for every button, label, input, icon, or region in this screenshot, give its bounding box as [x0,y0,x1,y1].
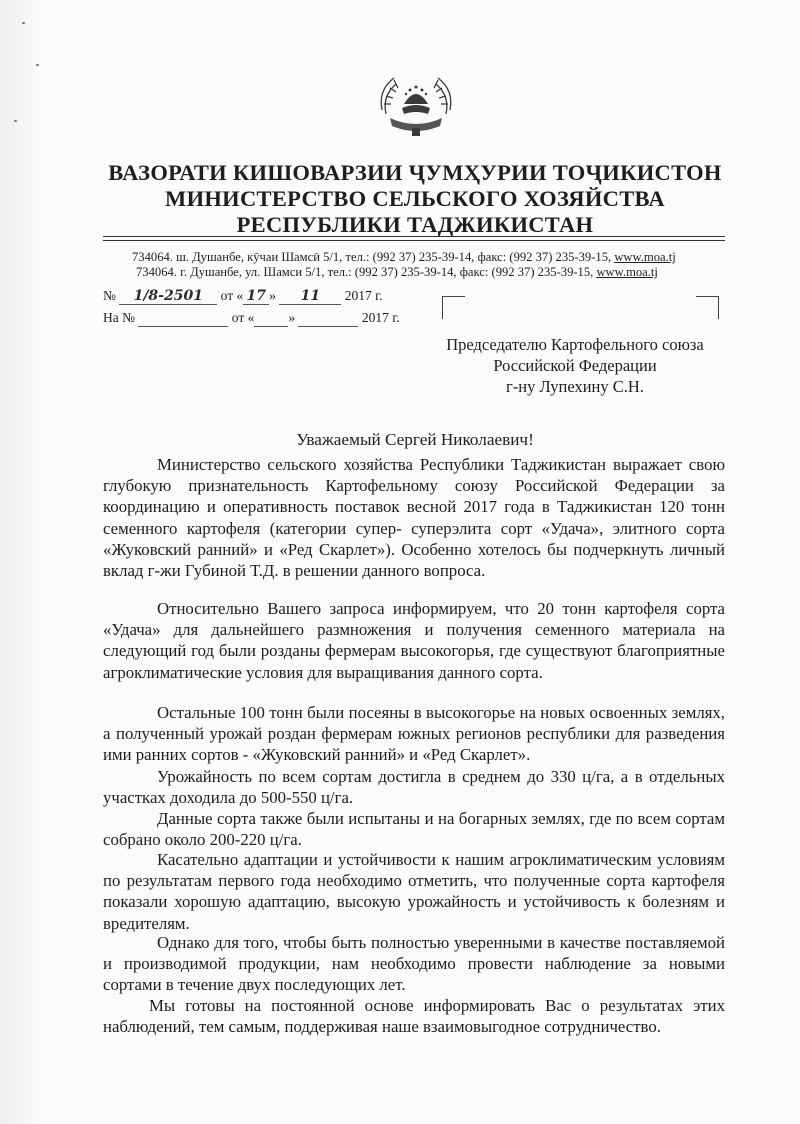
recipient-line: г-ну Лупехину С.Н. [506,377,644,396]
address-corner-mark [442,296,465,319]
ministry-title-tajik: ВАЗОРАТИ КИШОВАРЗИИ ҶУМҲУРИИ ТОҶИКИСТОН [108,160,722,185]
scan-speck [36,64,39,66]
address-text: 734064. ш. Душанбе, кӯчаи Шамсӣ 5/1, тел.: (992 37) 235-39-14, факс: (992 37) 235-39-15, [132,250,615,264]
website-link[interactable]: www.moa.tj [614,250,676,264]
handwritten-month: 11 [279,288,341,305]
body-paragraph: Относительно Вашего запроса информируем, что 20 тонн картофеля сорта «Удача» для дальнейшего размножения и получения семенного материала на следующий год были розданы фермерам высокогорья, где существуют благоприятные агроклиматические условия для выращивания данного сорта. [103,599,725,682]
address-text: 734064. г. Душанбе, ул. Шамси 5/1, тел.: (992 37) 235-39-14, факс: (992 37) 235-39-15, [136,265,597,279]
ministry-title-russian: МИНИСТЕРСТВО СЕЛЬСКОГО ХОЗЯЙСТВА [165,186,665,211]
body-paragraph: Урожайность по всем сортам достигла в среднем до 330 ц/га, а в отдельных участках доходила до 500-550 ц/га. [103,767,725,808]
reply-day-blank [254,310,288,327]
outgoing-number: № 1/8-2501 от « 17 » 11 2017 г. [103,288,383,304]
greeting: Уважаемый Сергей Николаевич! [296,430,534,449]
body-paragraph: Мы готовы на постоянной основе информировать Вас о результатах этих наблюдений, тем самым, поддерживая наше взаимовыгодное сотрудничество. [103,996,725,1037]
reply-year: 2017 г. [361,310,400,325]
address-tajik [132,250,676,265]
date-label: от « [220,288,244,303]
scan-shadow [0,0,40,1124]
reply-date-label: от « [231,310,255,325]
handwritten-number: 1/8-2501 [119,288,217,305]
header-rule [103,236,725,237]
letter-year: 2017 г. [344,288,383,303]
body-paragraph: Министерство сельского хозяйства Республики Таджикистан выражает свою глубокую признательность Картофельному союзу Российской Федерации за координацию и оперативность поставок весной 2017 года в Таджикистан 120 тонн семенного картофеля (категории супер- суперэлита сорт «Удача», элитного сорта «Жуковский ранний» и «Ред Скарлет»). Особенно хотелось бы подчеркнуть личный вклад г-жи Губиной Т.Д. в решении данного вопроса. [103,455,725,581]
recipient-line: Российской Федерации [493,356,657,375]
number-label: № [103,288,116,303]
handwritten-day: 17 [243,288,269,305]
body-paragraph: Касательно адаптации и устойчивости к нашим агроклиматическим условиям по результатам первого года необходимо отметить, что полученные сорта картофеля показали хорошую адаптацию, высокую урожайность и устойчивость к болезням и вредителям. [103,850,725,933]
recipient-block [395,334,755,397]
recipient-line: Председателю Картофельного союза [446,335,704,354]
body-paragraph: Однако для того, чтобы быть полностью уверенными в качестве поставляемой и производимой продукции, нам необходимо провести наблюдение за новыми сортами в течение двух последующих лет. [103,933,725,995]
website-link[interactable]: www.moa.tj [596,265,658,279]
reply-number-label: На № [103,310,135,325]
scan-speck [22,22,25,24]
reply-number-blank [138,310,228,327]
body-paragraph: Данные сорта также были испытаны и на богарных землях, где по всем сортам собрано около 200-220 ц/га. [103,809,725,850]
ministry-title-republic: РЕСПУБЛИКИ ТАДЖИКИСТАН [236,212,594,237]
address-russian [136,265,658,280]
reply-month-blank [298,310,358,327]
body-paragraph: Остальные 100 тонн были посеяны в высокогорье на новых освоенных землях, а полученный урожай роздан фермерам южных регионов республики для разведения ими ранних сортов - «Жуковский ранний» и «Ред Скарлет». [103,703,725,765]
reply-reference: На № от « » 2017 г. [103,310,400,325]
address-corner-mark [696,296,719,319]
scan-speck [14,120,17,122]
state-emblem-icon [372,70,460,140]
header-rule [103,240,725,241]
